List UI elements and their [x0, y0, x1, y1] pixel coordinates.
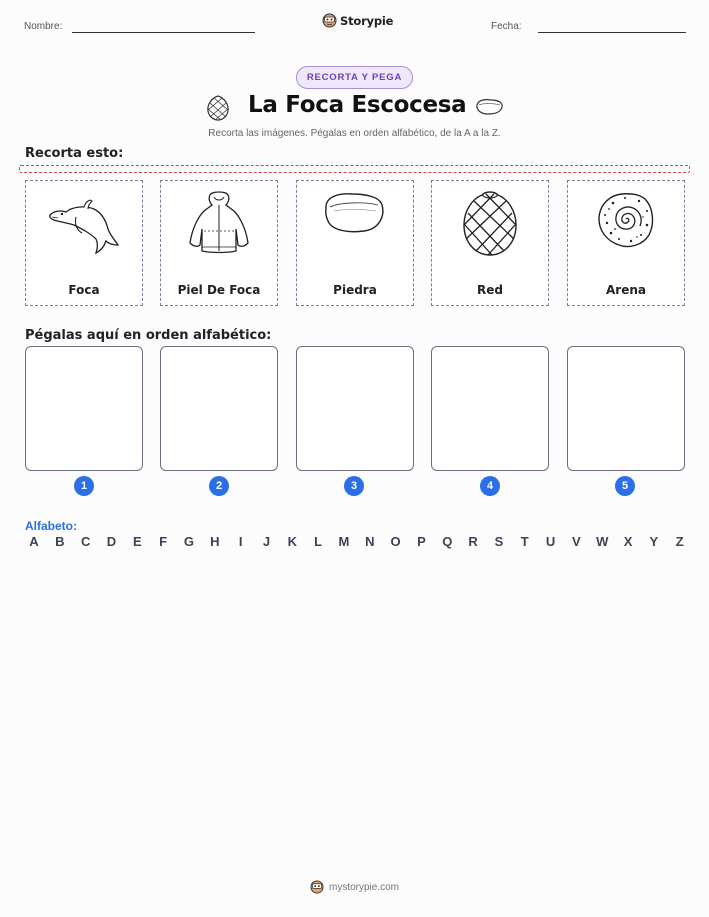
brand-name: Storypie	[340, 13, 394, 28]
title-row	[0, 92, 709, 124]
sealskin-coat-icon	[184, 189, 254, 257]
alphabet-letter: V	[572, 534, 581, 549]
cut-card-piedra[interactable]	[296, 180, 414, 306]
alphabet-letter: Y	[649, 534, 659, 549]
cut-heading: Recorta esto:	[25, 146, 124, 161]
name-label: Nombre:	[24, 21, 63, 32]
card-label: Piel De Foca	[177, 283, 261, 297]
net-icon	[460, 189, 520, 259]
alphabet-letter: D	[106, 534, 117, 549]
alphabet-letter: H	[210, 534, 220, 549]
alphabet-letter: E	[132, 534, 142, 549]
activity-badge: RECORTA Y PEGA	[296, 66, 413, 89]
alphabet-letter: L	[314, 534, 323, 549]
stone-icon	[473, 97, 505, 117]
slot-number: 5	[615, 476, 635, 496]
card-label: Piedra	[333, 283, 377, 297]
alphabet-letter: K	[287, 534, 297, 549]
paste-slot-4[interactable]	[431, 346, 549, 471]
date-field[interactable]	[538, 32, 686, 33]
cut-card-piel-de-foca[interactable]	[160, 180, 278, 306]
cut-card-arena[interactable]	[567, 180, 685, 306]
storypie-mascot-icon	[310, 880, 324, 894]
card-label: Foca	[68, 283, 100, 297]
brand-logo	[322, 13, 393, 28]
slot-number: 3	[344, 476, 364, 496]
card-label: Red	[477, 283, 503, 297]
footer	[0, 880, 709, 894]
paste-slot-3[interactable]	[296, 346, 414, 471]
alphabet-letter: P	[417, 534, 426, 549]
alphabet-letter: R	[468, 534, 478, 549]
paste-slot-2[interactable]	[160, 346, 278, 471]
card-label: Arena	[606, 283, 646, 297]
seal-icon	[46, 189, 122, 257]
alphabet-title: Alfabeto:	[25, 519, 77, 533]
cut-card-red[interactable]	[431, 180, 549, 306]
alphabet-letter: W	[596, 534, 609, 549]
alphabet-letter: M	[338, 534, 350, 549]
worksheet-header	[0, 0, 709, 40]
page-title: La Foca Escocesa	[248, 92, 467, 118]
alphabet-letter: Z	[675, 534, 684, 549]
alphabet-letter: O	[390, 534, 401, 549]
date-label: Fecha:	[491, 21, 522, 32]
footer-link[interactable]: mystorypie.com	[328, 881, 399, 893]
storypie-mascot-icon	[322, 13, 337, 28]
slot-number: 4	[480, 476, 500, 496]
alphabet-letter: S	[494, 534, 504, 549]
alphabet-letter: U	[545, 534, 556, 549]
cut-card-foca[interactable]	[25, 180, 143, 306]
net-icon	[204, 94, 232, 122]
paste-slot-5[interactable]	[567, 346, 685, 471]
alphabet-letter: X	[623, 534, 633, 549]
alphabet-letter: F	[159, 534, 168, 549]
alphabet-row	[25, 534, 689, 549]
stone-icon	[320, 189, 390, 239]
paste-slot-1[interactable]	[25, 346, 143, 471]
instructions: Recorta las imágenes. Pégalas en orden alfabético, de la A a la Z.	[208, 128, 501, 139]
alphabet-letter: J	[262, 534, 271, 549]
alphabet-letter: T	[520, 534, 529, 549]
alphabet-letter: I	[238, 534, 243, 549]
paste-heading: Pégalas aquí en orden alfabético:	[25, 328, 272, 343]
alphabet-letter: Q	[442, 534, 453, 549]
slot-number: 1	[74, 476, 94, 496]
alphabet-letter: N	[365, 534, 375, 549]
name-field[interactable]	[72, 32, 255, 33]
alphabet-letter: A	[29, 534, 39, 549]
cut-line	[19, 165, 690, 173]
alphabet-letter: B	[55, 534, 65, 549]
alphabet-letter: C	[80, 534, 91, 549]
slot-number: 2	[209, 476, 229, 496]
sand-icon	[595, 189, 657, 251]
alphabet-letter: G	[183, 534, 195, 549]
